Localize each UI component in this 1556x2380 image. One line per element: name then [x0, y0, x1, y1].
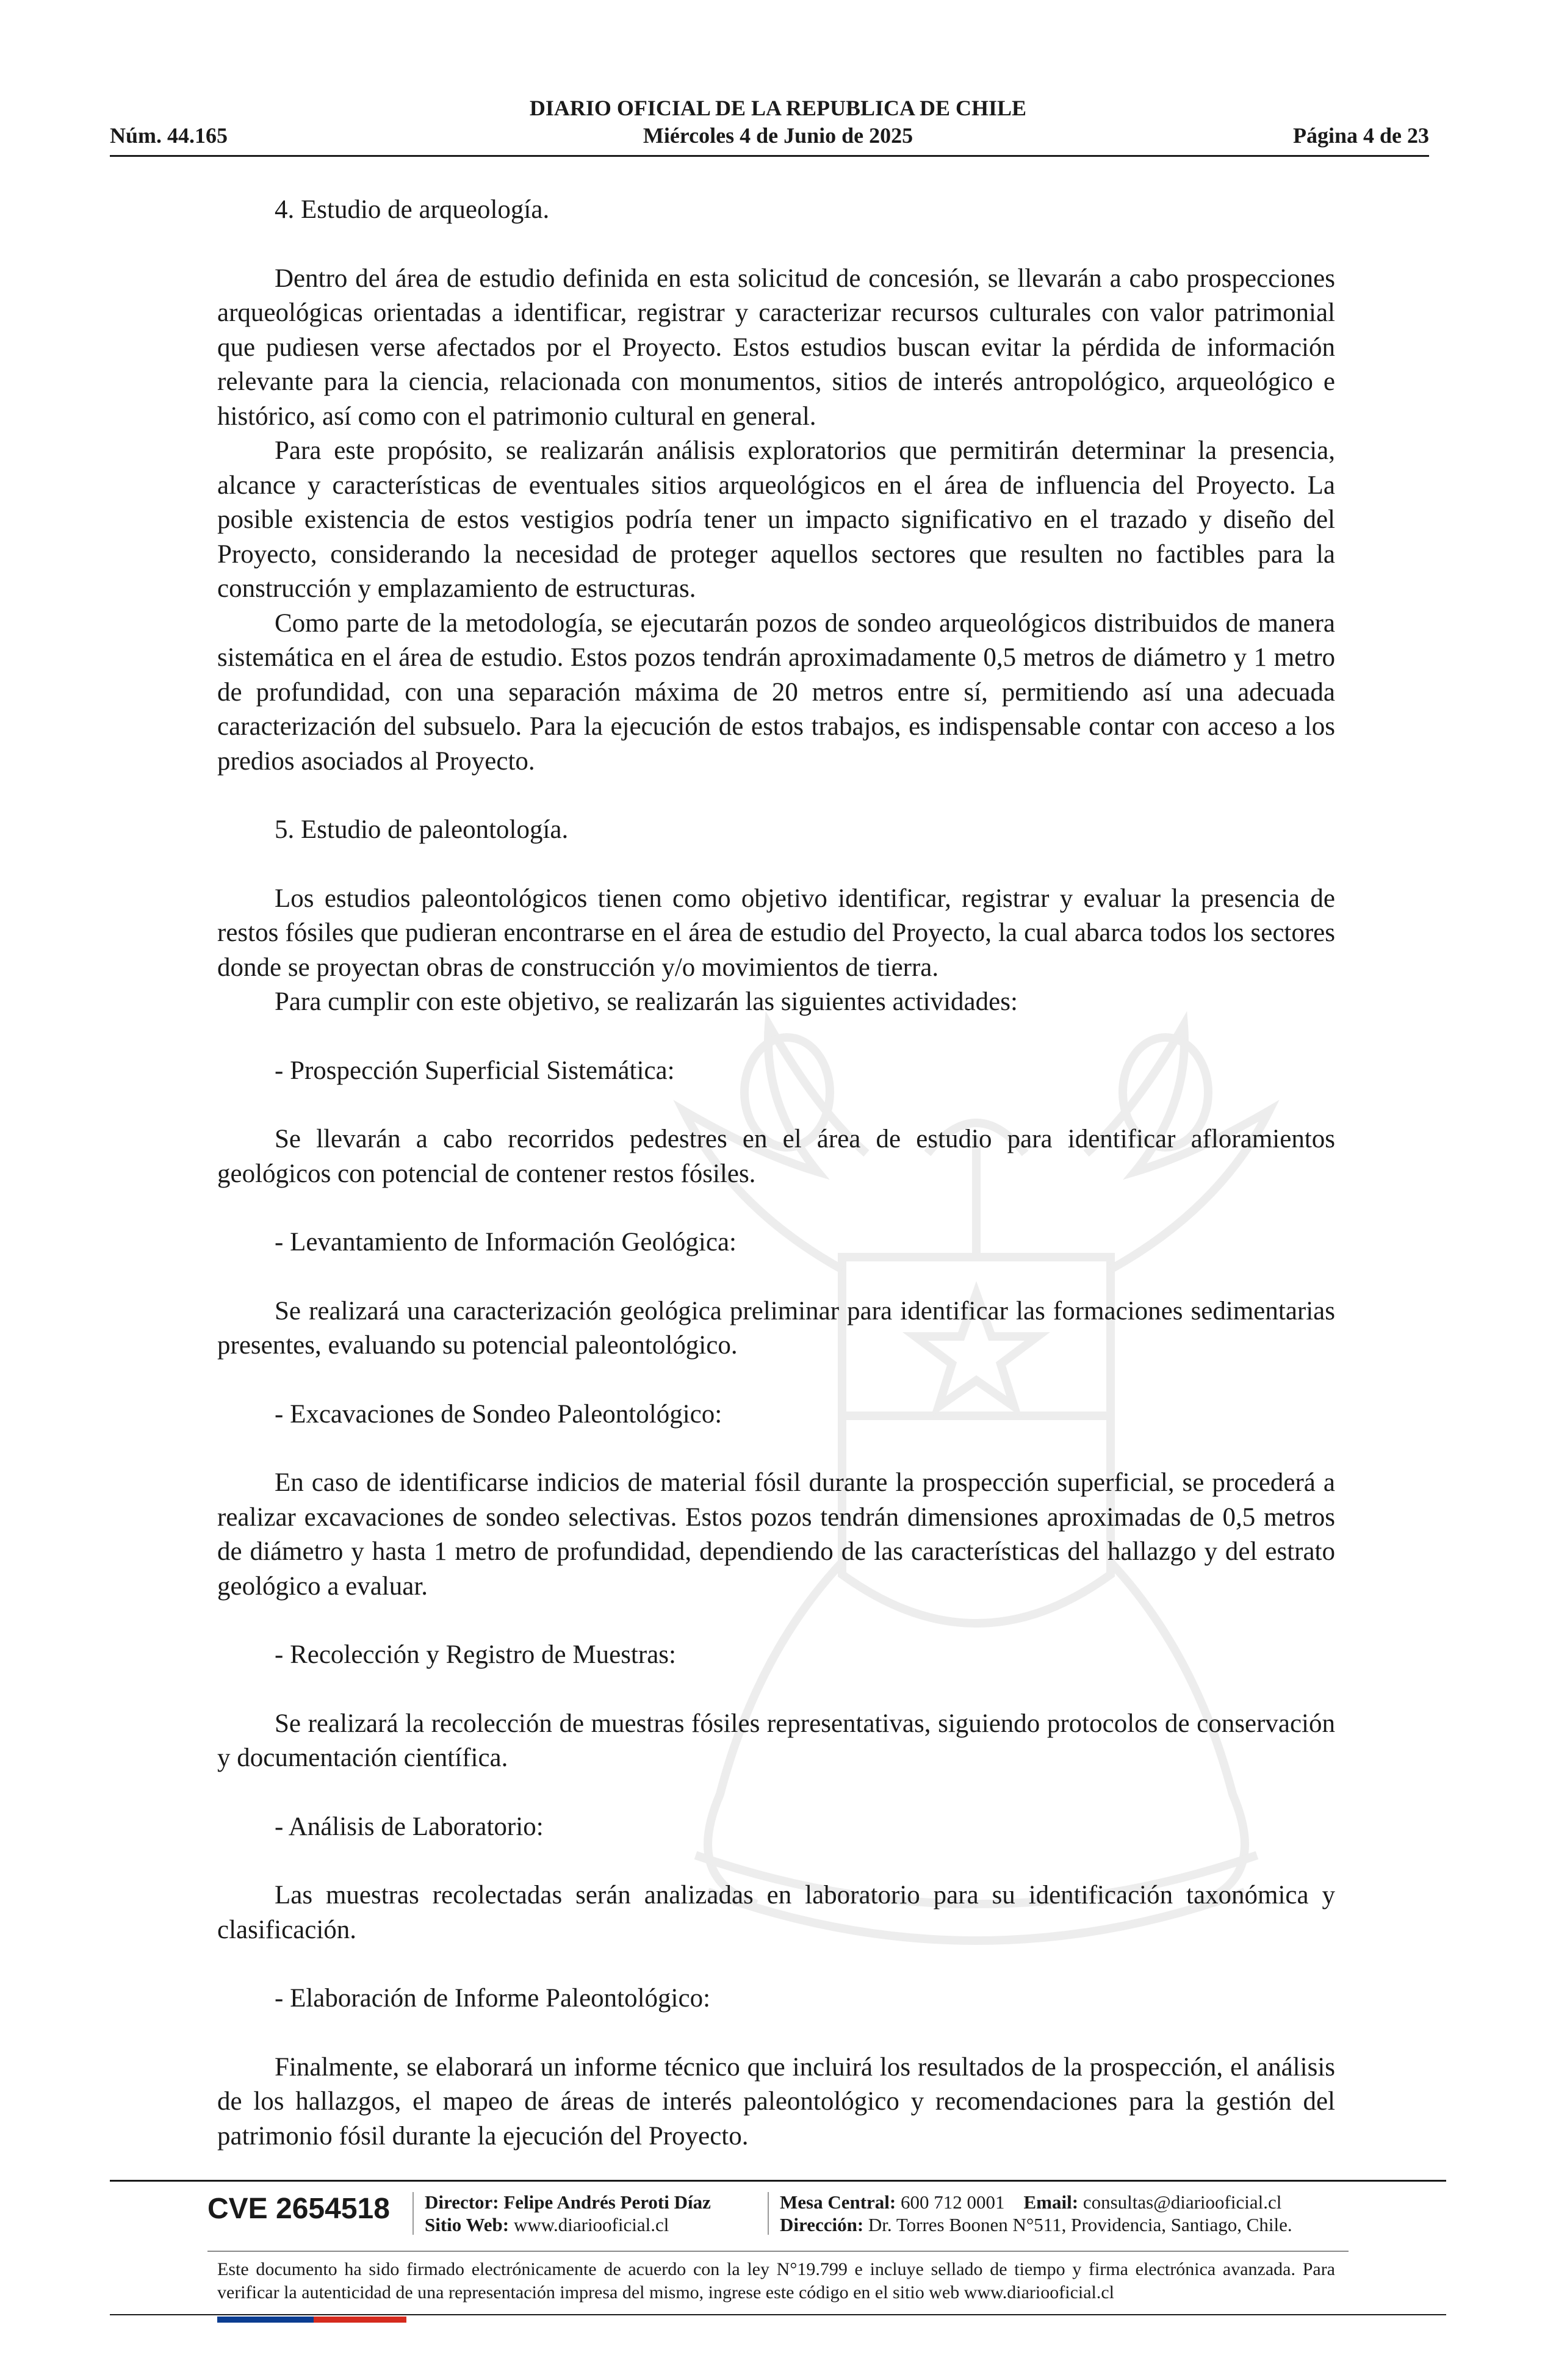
- issue-date: Miércoles 4 de Junio de 2025: [643, 123, 913, 148]
- address-label: Dirección:: [780, 2214, 864, 2235]
- paragraph: Los estudios paleontológicos tienen como objetivo identificar, registrar y evaluar la presencia de restos fósiles que pudieran encontrarse en el área de estudio del Proyecto, la cual abarca todos los sectores donde se proyectan obras de construcción y/o movimientos de tierra.: [217, 884, 1335, 982]
- activity-heading: - Recolección y Registro de Muestras:: [275, 1640, 676, 1669]
- footer-divider-mid: [207, 2251, 1349, 2252]
- director-label: Director:: [425, 2191, 499, 2213]
- paragraph: Para este propósito, se realizarán análisis exploratorios que permitirán determinar la presencia, alcance y características de eventuales sitios arqueológicos en el área de influencia del Proyecto. La posible existencia de estos vestigios podría tener un impacto significativo en el trazado y diseño del Proyecto, considerando la necesidad de proteger aquellos sectores que resulten no factibles para la construcción y emplazamiento de estructuras.: [217, 436, 1335, 603]
- flag-stripe-red: [314, 2317, 406, 2323]
- address-value: Dr. Torres Boonen N°511, Providencia, Santiago, Chile.: [868, 2214, 1292, 2235]
- site-link[interactable]: www.diariooficial.cl: [513, 2214, 669, 2235]
- footer-divider-top: [110, 2180, 1446, 2182]
- paragraph: Se llevarán a cabo recorridos pedestres en el área de estudio para identificar afloramientos geológicos con potencial de contener restos fósiles.: [217, 1125, 1335, 1188]
- flag-stripe-blue: [217, 2317, 314, 2323]
- activity-heading: - Prospección Superficial Sistemática:: [275, 1056, 675, 1085]
- director-name: Felipe Andrés Peroti Díaz: [503, 2191, 711, 2213]
- paragraph: Finalmente, se elaborará un informe técnico que incluirá los resultados de la prospección, el análisis de los hallazgos, el mapeo de áreas de interés paleontológico y recomendaciones para la gestión del patrimonio fósil durante la ejecución del Proyecto.: [217, 2052, 1335, 2151]
- header-divider: [110, 155, 1429, 157]
- section-heading-paleontology: 5. Estudio de paleontología.: [275, 815, 569, 844]
- paragraph: Se realizará una caracterización geológica preliminar para identificar las formaciones sedimentarias presentes, evaluando su potencial paleontológico.: [217, 1296, 1335, 1360]
- issue-number: Núm. 44.165: [110, 123, 228, 148]
- activity-heading: - Excavaciones de Sondeo Paleontológico:: [275, 1399, 722, 1429]
- paragraph: Como parte de la metodología, se ejecutarán pozos de sondeo arqueológicos distribuidos de manera sistemática en el área de estudio. Estos pozos tendrán aproximadamente 0,5 metros de diámetro y 1 metro de profundidad, con una separación máxima de 20 metros entre sí, permitiendo así una adecuada caracterización del subsuelo. Para la ejecución de estos trabajos, es indispensable contar con acceso a los predios asociados al Proyecto.: [217, 608, 1335, 776]
- email-label: Email:: [1023, 2191, 1079, 2213]
- paragraph: Para cumplir con este objetivo, se realizarán las siguientes actividades:: [275, 987, 1018, 1016]
- gazette-title: DIARIO OFICIAL DE LA REPUBLICA DE CHILE: [529, 96, 1027, 120]
- page-number: Página 4 de 23: [1292, 123, 1429, 148]
- footer-director-block: [425, 2191, 711, 2236]
- paragraph: Dentro del área de estudio definida en esta solicitud de concesión, se llevarán a cabo prospecciones arqueológicas orientadas a identificar, registrar y caracterizar recursos culturales con valor patrimonial que pudiesen verse afectados por el Proyecto. Estos estudios buscan evitar la pérdida de información relevante para la ciencia, relacionada con monumentos, sitios de interés antropológico, arqueológico e histórico, así como con el patrimonio cultural en general.: [217, 264, 1335, 431]
- site-label: Sitio Web:: [425, 2214, 510, 2235]
- activity-heading: - Levantamiento de Información Geológica:: [275, 1228, 737, 1257]
- activity-heading: - Análisis de Laboratorio:: [275, 1812, 544, 1841]
- mesa-phone: 600 712 0001: [901, 2191, 1005, 2213]
- email-link[interactable]: consultas@diariooficial.cl: [1082, 2191, 1282, 2213]
- cve-code: CVE 2654518: [207, 2193, 390, 2225]
- legal-notice: Este documento ha sido firmado electrónicamente de acuerdo con la ley N°19.799 e incluye sellado de tiempo y firma electrónica avanzada. Para verificar la autenticidad de una representación impresa del mismo, ingrese este código en el sitio web www.diariooficial.cl: [217, 2259, 1335, 2302]
- footer-contact-block: [780, 2191, 1292, 2236]
- footer-separator: [412, 2192, 414, 2235]
- activity-heading: - Elaboración de Informe Paleontológico:: [275, 1984, 711, 2013]
- paragraph: Se realizará la recolección de muestras fósiles representativas, siguiendo protocolos de conservación y documentación científica.: [217, 1709, 1335, 1772]
- paragraph: En caso de identificarse indicios de material fósil durante la prospección superficial, se procederá a realizar excavaciones de sondeo selectivas. Estos pozos tendrán dimensiones aproximadas de 0,5 metros de diámetro y hasta 1 metro de profundidad, dependiendo de las características del hallazgo y del estrato geológico a evaluar.: [217, 1468, 1335, 1601]
- footer-separator: [768, 2192, 769, 2235]
- section-heading-archaeology: 4. Estudio de arqueología.: [275, 195, 550, 224]
- footer-divider-bottom: [110, 2314, 1446, 2315]
- document-body: [217, 193, 1335, 2154]
- paragraph: Las muestras recolectadas serán analizadas en laboratorio para su identificación taxonómica y clasificación.: [217, 1881, 1335, 1944]
- mesa-label: Mesa Central:: [780, 2191, 896, 2213]
